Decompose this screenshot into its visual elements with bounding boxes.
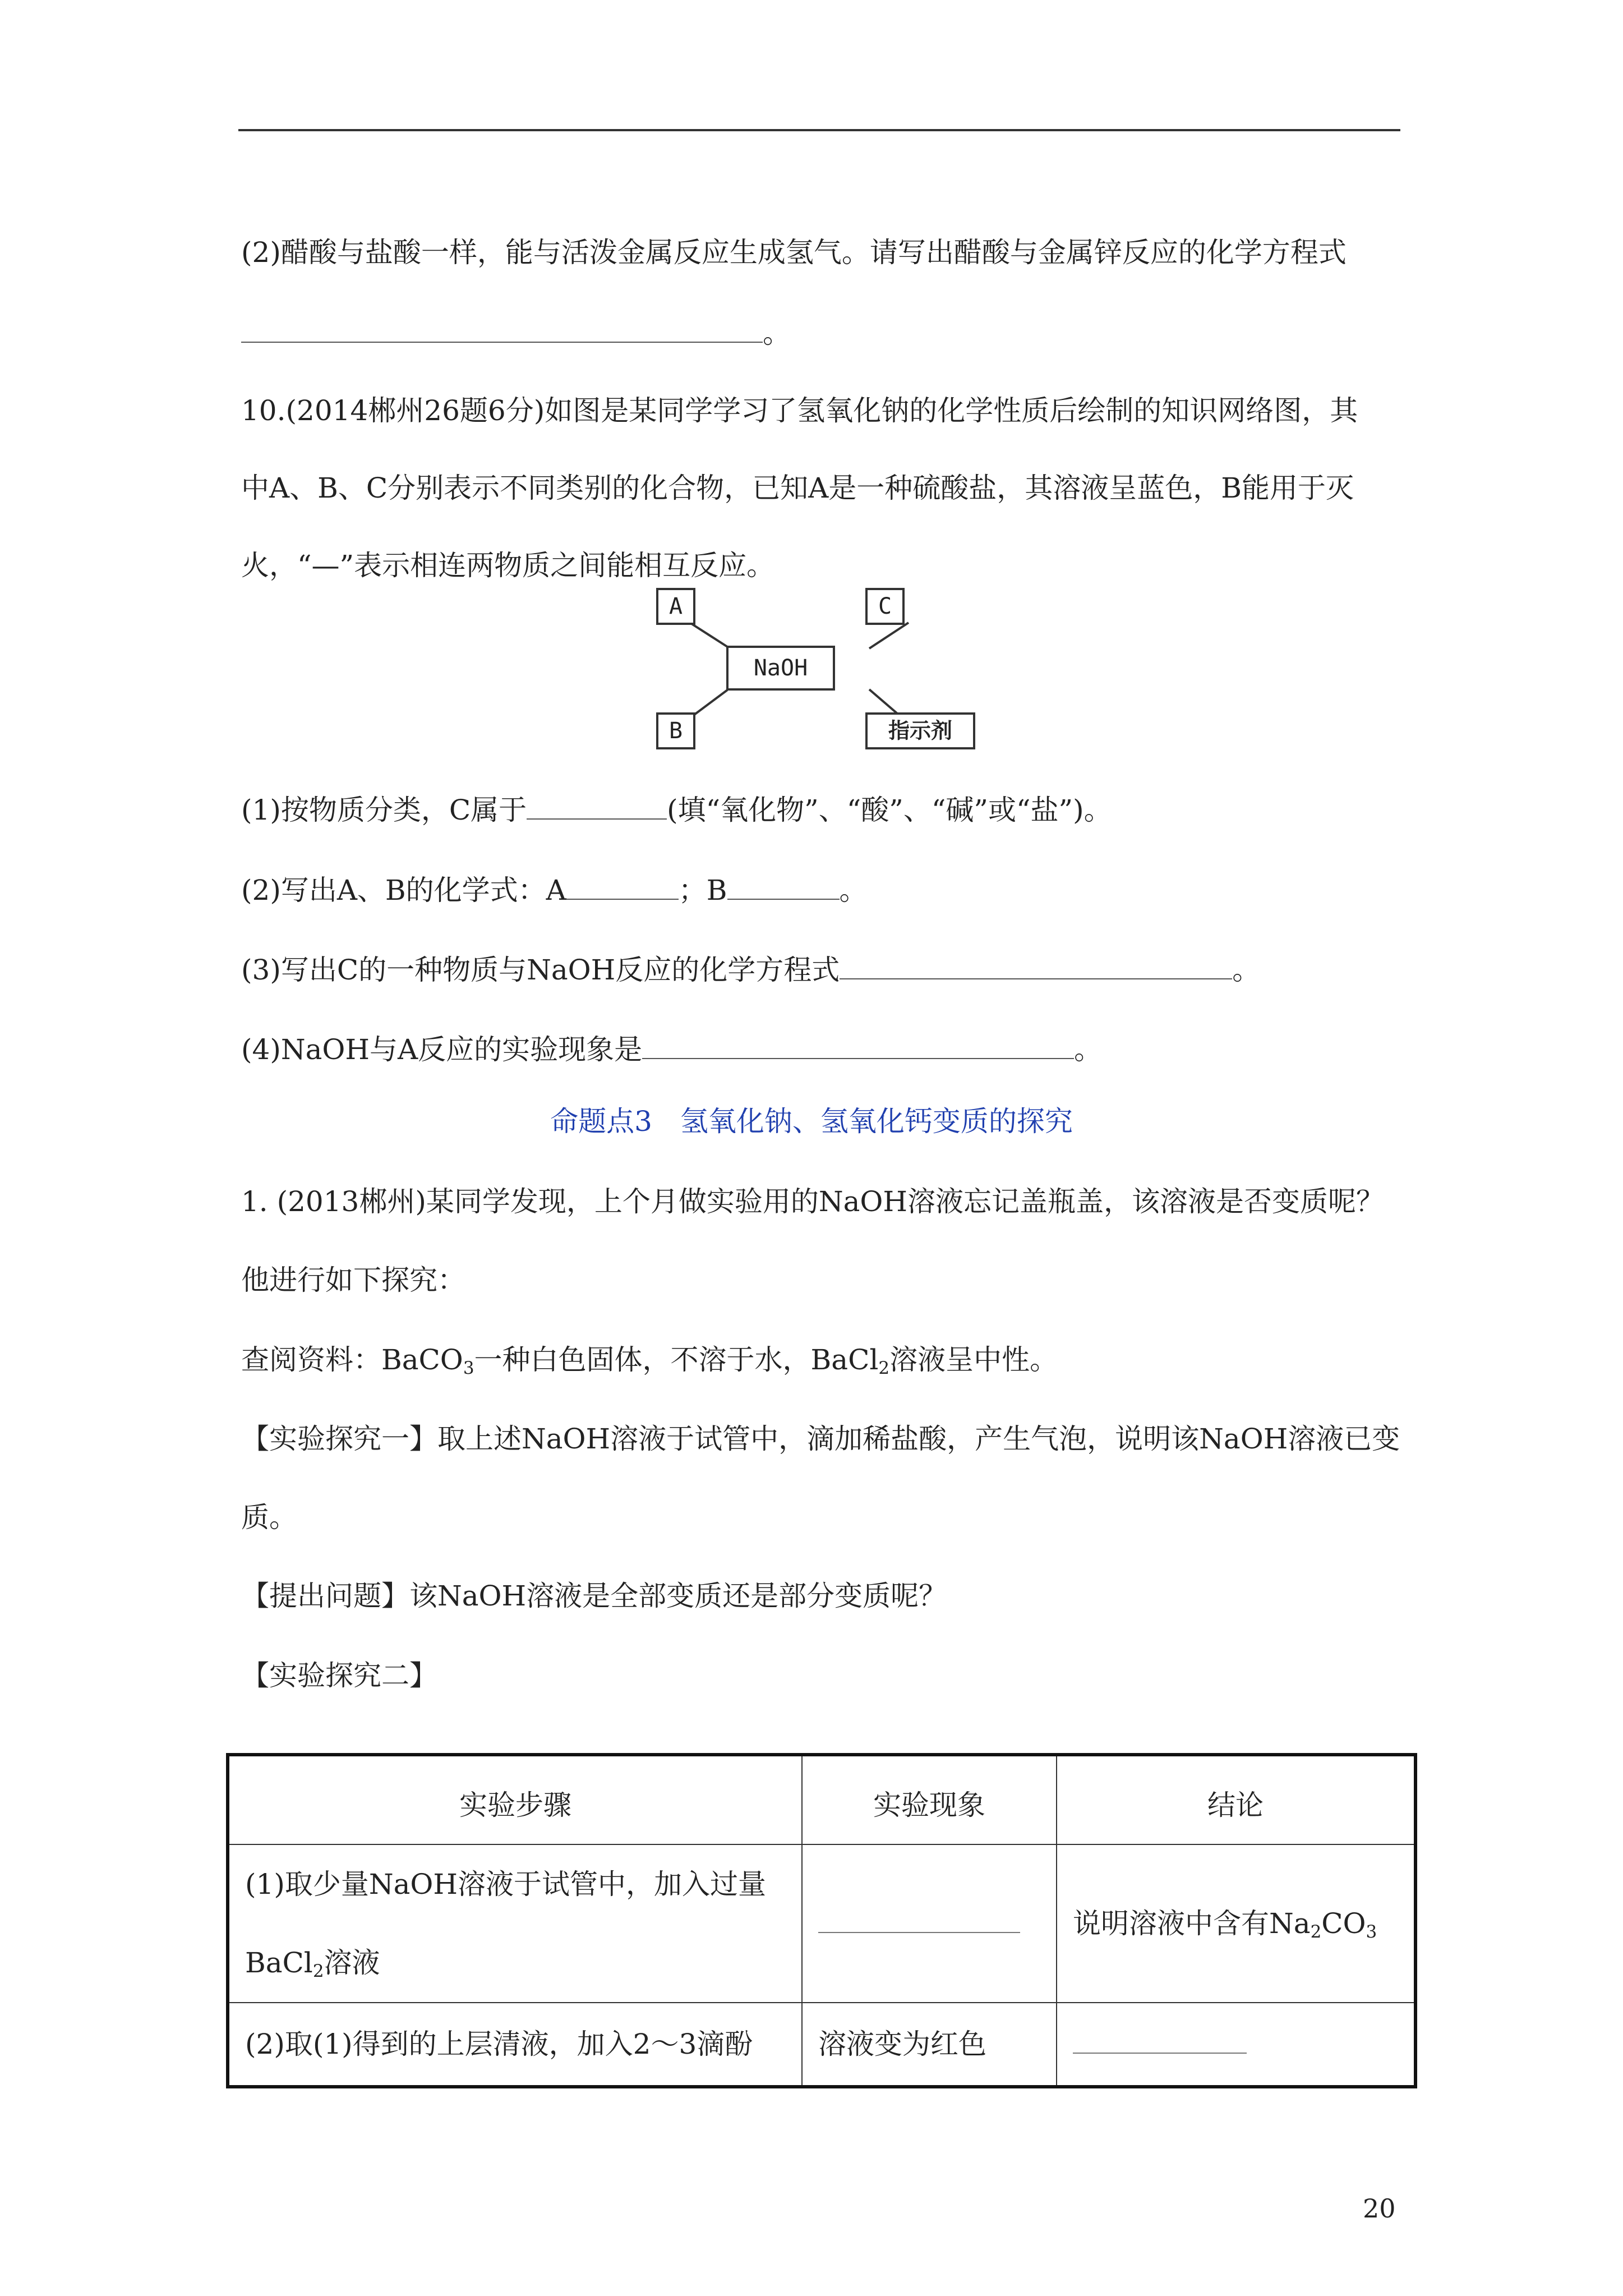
q10-line1: 10.(2014郴州26题6分)如图是某同学学习了氢氧化钠的化学性质后绘制的知识网络图，其 (241, 394, 1358, 427)
label-naoh: NaOH (753, 655, 808, 681)
answer-blank[interactable] (566, 876, 679, 900)
row2-step: (2)取(1)得到的上层清液，加入2～3滴酚 (228, 2003, 802, 2087)
q1-line1: 1. (2013郴州)某同学发现，上个月做实验用的NaOH溶液忘记盖瓶盖，该溶液是否变质呢？ (241, 1185, 1385, 1218)
answer-blank[interactable] (1073, 2032, 1247, 2054)
q9-part2-answer-line (241, 315, 1396, 351)
q9-part2-text: (2)醋酸与盐酸一样，能与活泼金属反应生成氢气。请写出醋酸与金属锌反应的化学方程式 (241, 236, 1347, 269)
link-a-naoh (690, 623, 727, 647)
label-indicator: 指示剂 (888, 718, 953, 743)
q1-experiment1-line1: 【实验探究一】取上述NaOH溶液于试管中，滴加稀盐酸，产生气泡，说明该NaOH溶液已变 (241, 1423, 1400, 1455)
q1-experiment2-title: 【实验探究二】 (241, 1659, 437, 1692)
label-b: B (668, 718, 683, 744)
row1-phenomenon (802, 1844, 1057, 2003)
q10-part1: (1)按物质分类，C属于 (填“氧化物”、“酸”、“碱”或“盐”)。 (241, 794, 1112, 826)
answer-blank[interactable] (727, 876, 840, 900)
answer-blank[interactable] (818, 1912, 1020, 1933)
experiment-table (226, 1753, 1417, 2088)
link-c-naoh (869, 623, 909, 648)
row2-phenomenon: 溶液变为红色 (802, 2003, 1057, 2087)
page-number: 20 (1363, 2193, 1396, 2224)
q1-line2: 他进行如下探究： (241, 1264, 465, 1296)
row1-step: (1)取少量NaOH溶液于试管中，加入过量 BaCl$_2$溶液 (228, 1844, 802, 2003)
q10-line2: 中A、B、C分别表示不同类别的化合物，已知A是一种硫酸盐，其溶液呈蓝色，B能用于灭 (241, 472, 1354, 504)
table-header-row (228, 1755, 1415, 1844)
header-rule (238, 129, 1400, 131)
label-a: A (668, 593, 683, 619)
table-row (228, 2003, 1415, 2087)
table-row (228, 1844, 1415, 2003)
row1-conclusion: 说明溶液中含有$Na_2CO_3$ (1057, 1844, 1415, 2003)
row2-conclusion (1057, 2003, 1415, 2087)
q1-question: 【提出问题】该NaOH溶液是全部变质还是部分变质呢？ (241, 1580, 947, 1612)
answer-blank[interactable] (241, 319, 763, 343)
answer-blank[interactable] (840, 956, 1232, 979)
link-indicator-naoh (869, 689, 897, 714)
link-b-naoh (690, 690, 727, 718)
naoh-knowledge-network-diagram (651, 583, 987, 757)
q10-line3: 火，“—”表示相连两物质之间能相互反应。 (241, 549, 775, 582)
header-conclusion: 结论 (1057, 1755, 1415, 1844)
answer-blank[interactable] (642, 1036, 1074, 1059)
punctuation: 。 (763, 317, 791, 349)
answer-blank[interactable] (527, 796, 667, 820)
q10-part2: (2)写出A、B的化学式：A ；B 。 (241, 874, 868, 907)
header-phenomenon: 实验现象 (802, 1755, 1057, 1844)
section-heading: 命题点3 氢氧化钠、氢氧化钙变质的探究 (550, 1105, 1073, 1138)
q10-part3: (3)写出C的一种物质与NaOH反应的化学方程式 。 (241, 954, 1261, 986)
header-step: 实验步骤 (228, 1755, 802, 1844)
label-c: C (878, 593, 892, 619)
q1-reference-info: 查阅资料：BaCO$_3$一种白色固体，不溶于水，BaCl$_2$溶液呈中性。 (241, 1343, 1058, 1378)
q10-part4: (4)NaOH与A反应的实验现象是 。 (241, 1033, 1103, 1066)
q1-experiment1-line2: 质。 (241, 1501, 297, 1534)
